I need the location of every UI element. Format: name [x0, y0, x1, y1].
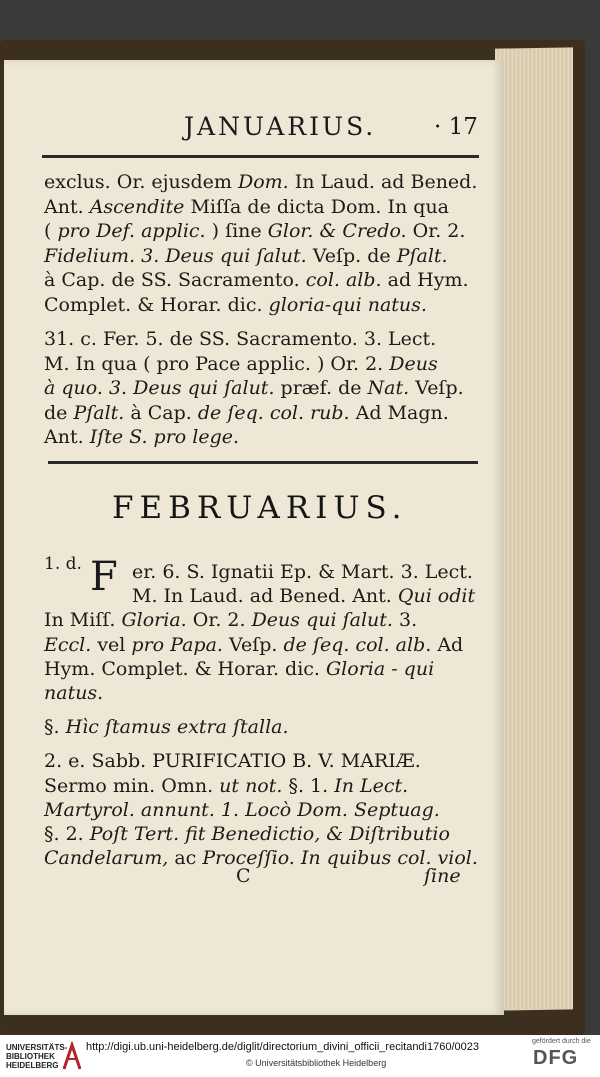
text-segment: ad Hym. — [381, 269, 469, 291]
text-segment: Dom. — [237, 171, 289, 193]
text-line — [44, 822, 450, 846]
text-segment: à Cap. — [124, 401, 198, 424]
text-segment: In Lect. — [334, 774, 409, 797]
text-segment: de ſeq. col. rub. — [197, 401, 350, 424]
text-segment: Gloria - qui — [326, 657, 435, 680]
text-segment: de ſeq. col. alb. — [283, 633, 432, 656]
text-segment: ) ſine — [205, 220, 268, 242]
text-line — [44, 749, 421, 773]
text-line — [44, 715, 289, 739]
entry-marker: 1. d. — [44, 554, 82, 574]
text-segment: Veſp. — [222, 633, 284, 656]
text-line — [44, 681, 103, 705]
text-segment: natus. — [44, 682, 104, 704]
text-segment: Poſt Tert. fit Benedictio, & Diſtributio — [89, 823, 450, 845]
text-segment: M. In Laud. ad Bened. Ant. — [132, 585, 398, 608]
dfg-logo[interactable]: DFG — [533, 1047, 579, 1069]
text-segment: Iſte S. pro lege. — [89, 426, 240, 448]
text-segment: Ant. — [44, 195, 90, 218]
library-logo[interactable] — [6, 1043, 67, 1070]
text-segment: Sermo min. Omn. — [44, 774, 220, 797]
library-emblem-icon — [62, 1041, 82, 1071]
funded-by-label: gefördert durch die — [532, 1038, 591, 1045]
text-line — [132, 584, 475, 608]
text-line — [44, 774, 408, 798]
text-line — [44, 195, 449, 219]
text-segment: M. In qua ( pro Pace applic. ) Or. 2. — [44, 352, 390, 375]
text-line — [44, 327, 436, 351]
permalink-url[interactable]: http://digi.ub.uni-heidelberg.de/diglit/directorium_divini_officii_recitandi1760/0023 — [86, 1041, 479, 1053]
text-segment: Ad Magn. — [349, 401, 449, 424]
text-segment: §. — [44, 716, 66, 739]
text-segment: Ascendite — [89, 195, 185, 218]
text-segment: vel — [91, 633, 132, 656]
text-segment: Glor. & Credo. — [267, 220, 407, 242]
text-segment: Complet. & Horar. dic. — [44, 293, 269, 316]
text-segment: Hìc ſtamus extra ſtalla. — [65, 716, 289, 739]
text-segment: Pſalt. — [73, 401, 125, 424]
text-segment: er. 6. S. Ignatii Ep. & Mart. 3. Lect. — [132, 561, 473, 583]
text-segment: §. 1. — [282, 774, 335, 797]
text-line — [44, 219, 465, 243]
text-segment: Candelarum, — [44, 847, 169, 870]
text-line — [44, 170, 477, 194]
text-segment: Or. 2. — [406, 220, 466, 242]
text-segment: de — [44, 401, 74, 424]
text-line — [44, 425, 239, 449]
page-number: · 17 — [434, 114, 478, 140]
text-segment: Hym. Complet. & Horar. dic. — [44, 657, 326, 680]
text-segment: Pſalt. — [396, 244, 448, 267]
text-segment: Proceſſio. In quibus col. viol. — [202, 847, 478, 870]
text-line — [44, 352, 438, 376]
text-segment: Ant. — [44, 426, 90, 448]
book-page — [4, 60, 504, 1015]
text-segment: Gloria. — [121, 609, 187, 632]
text-line — [44, 846, 478, 870]
text-line — [44, 608, 417, 632]
text-line — [44, 376, 464, 400]
text-segment: præf. de — [274, 377, 368, 399]
text-line — [132, 560, 473, 584]
text-segment: pro Papa. — [131, 633, 223, 656]
text-line — [44, 798, 440, 822]
text-segment: Fidelium. 3. Deus qui ſalut. — [44, 244, 307, 267]
text-line — [44, 633, 463, 657]
text-segment: Ad — [431, 633, 464, 656]
text-segment: 31. c. Fer. 5. de SS. Sacramento. 3. Lect. — [44, 328, 437, 350]
text-line — [44, 268, 469, 292]
header-rule — [42, 155, 479, 158]
text-line — [44, 244, 448, 268]
text-segment: ( — [44, 220, 58, 242]
text-segment: gloria-qui natus. — [268, 293, 427, 316]
text-segment: ut not. — [219, 774, 283, 797]
text-segment: pro Def. applic. — [57, 220, 206, 242]
text-segment: In Laud. ad Bened. — [288, 171, 478, 193]
library-name-line: BIBLIOTHEK — [6, 1052, 55, 1061]
text-line — [44, 657, 434, 681]
text-segment: Veſp. de — [306, 244, 397, 267]
text-segment: ac — [168, 847, 203, 870]
text-segment: Nat. — [367, 377, 410, 399]
text-segment: exclus. Or. ejusdem — [44, 171, 238, 193]
page-stack-edge — [495, 47, 573, 1010]
library-name-line: UNIVERSITÄTS- — [6, 1043, 68, 1052]
drop-cap: F — [90, 554, 118, 600]
text-segment: Or. 2. — [186, 609, 252, 632]
text-segment: col. alb. — [305, 269, 382, 291]
text-segment: Qui odit — [397, 585, 476, 608]
month-header: JANUARIUS. — [184, 112, 377, 141]
text-segment: Veſp. — [409, 377, 464, 399]
text-line — [44, 401, 449, 425]
footer-bar — [0, 1035, 600, 1077]
text-segment: à Cap. de SS. Sacramento. — [44, 269, 306, 291]
running-head — [44, 112, 479, 152]
text-segment: §. 2. — [44, 823, 90, 845]
signature-mark: C — [236, 865, 251, 887]
section-title: FEBRUARIUS. — [112, 490, 408, 526]
text-segment: Miſſa de dicta Dom. In qua — [184, 195, 450, 218]
text-segment: Martyrol. annunt. 1. Locò Dom. Septuag. — [44, 798, 440, 821]
library-name-line: HEIDELBERG — [6, 1061, 59, 1070]
text-segment: In Miſſ. — [44, 609, 122, 632]
text-segment: Eccl. — [44, 633, 92, 656]
text-segment: Deus qui ſalut. — [251, 609, 393, 632]
text-segment: à quo. 3. Deus qui ſalut. — [44, 377, 275, 399]
text-segment: 2. e. Sabb. PURIFICATIO B. V. MARIÆ. — [44, 750, 421, 773]
text-line — [44, 293, 427, 317]
text-segment: Deus — [389, 352, 438, 375]
catchword: ſine — [424, 865, 461, 887]
section-divider — [48, 461, 478, 464]
text-segment: 3. — [392, 609, 418, 632]
copyright-notice: © Universitätsbibliothek Heidelberg — [246, 1058, 387, 1068]
